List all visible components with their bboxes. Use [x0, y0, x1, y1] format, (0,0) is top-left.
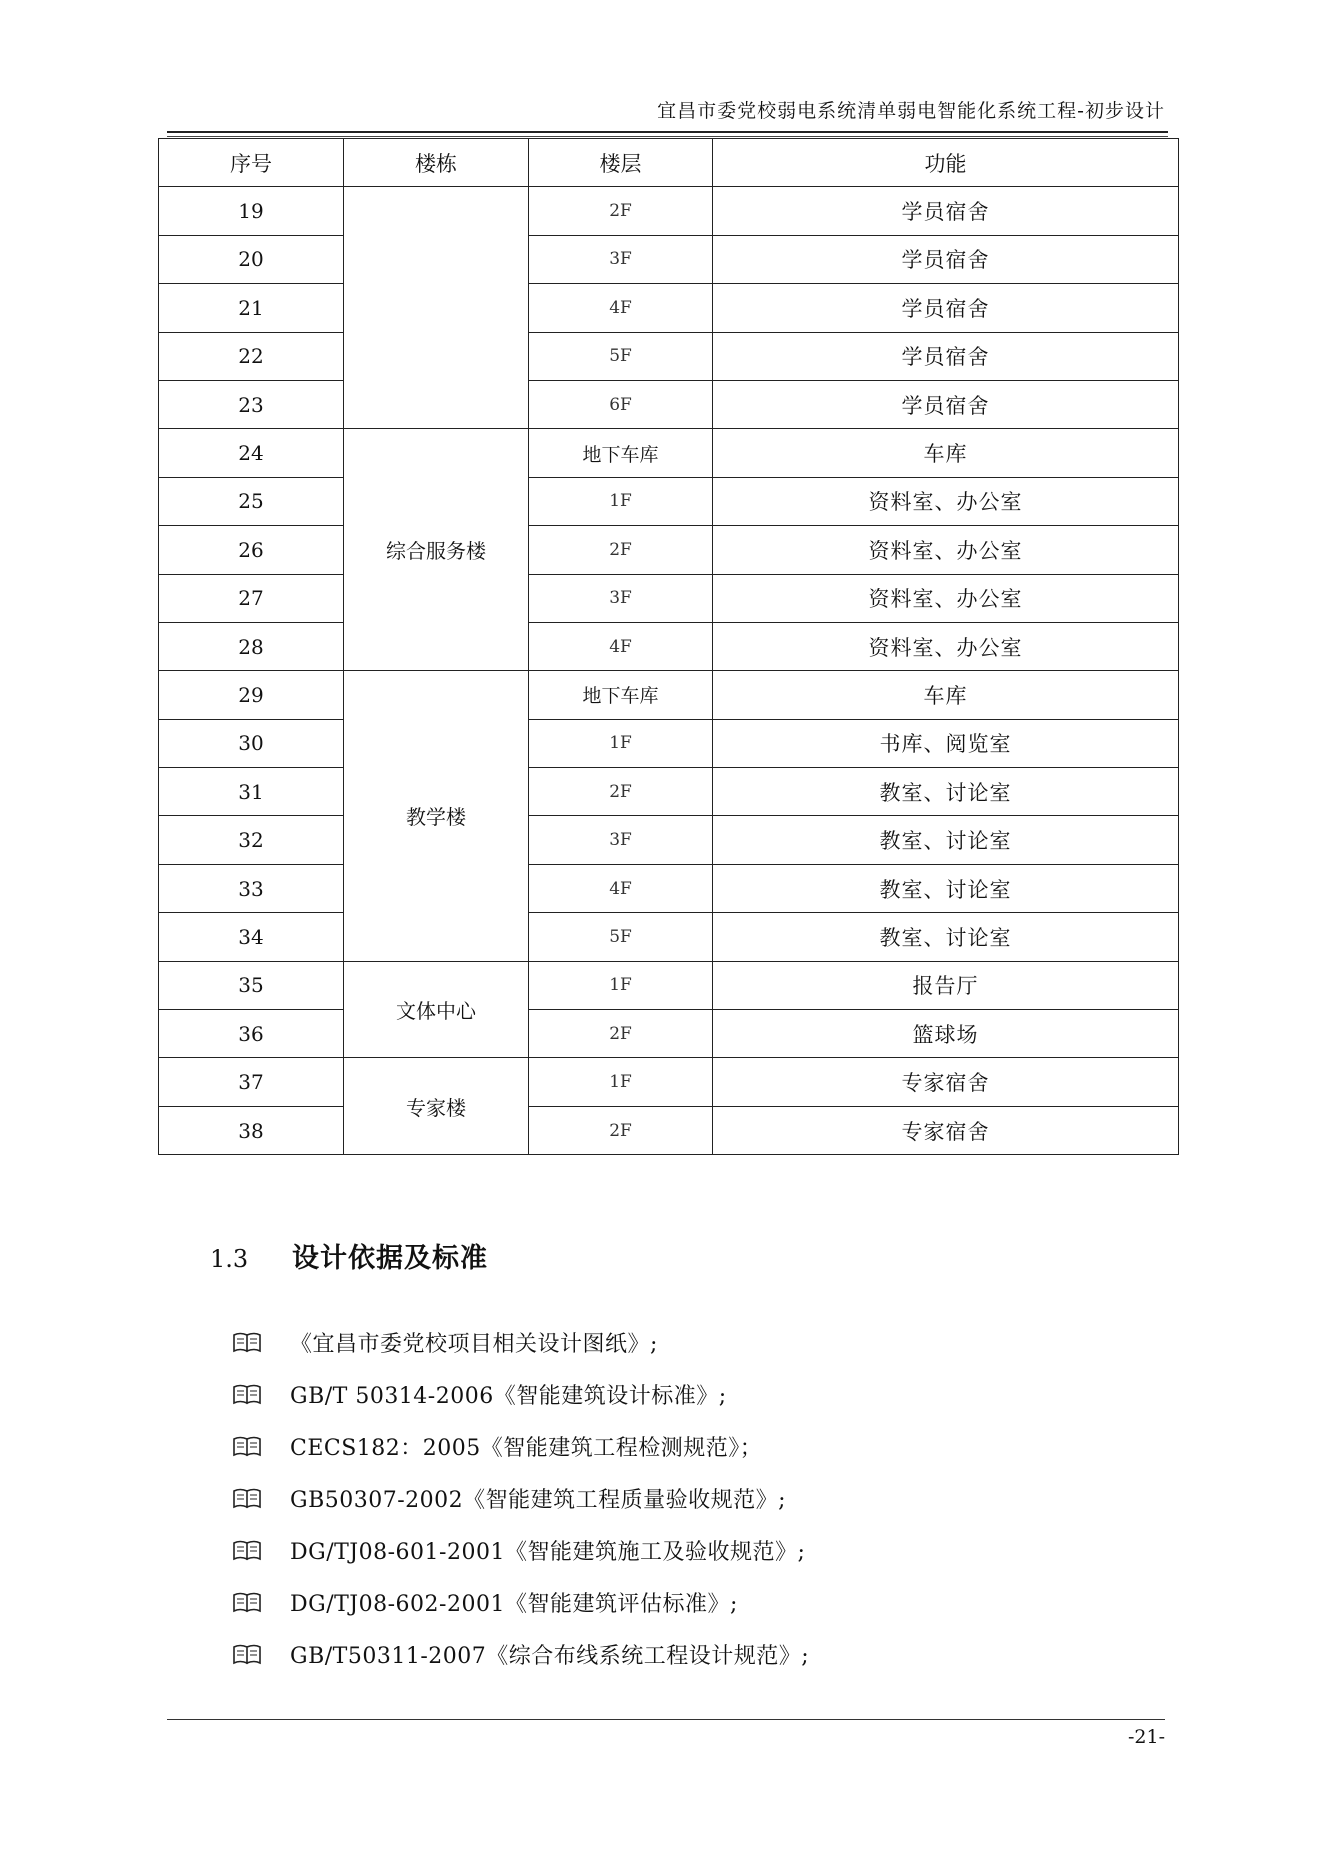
column-header-building: 楼栋: [344, 139, 529, 187]
cell-seq: 26: [159, 526, 344, 574]
cell-function: 学员宿舍: [713, 187, 1179, 235]
cell-floor: 4F: [529, 864, 713, 912]
cell-floor: 4F: [529, 622, 713, 670]
cell-seq: 24: [159, 429, 344, 477]
cell-floor: 2F: [529, 187, 713, 235]
table-row: [159, 768, 1179, 816]
cell-floor: 1F: [529, 719, 713, 767]
cell-building: 综合服务楼: [344, 429, 529, 671]
cell-function: 资料室、办公室: [713, 622, 1179, 670]
cell-function: 学员宿舍: [713, 235, 1179, 283]
table-row: [159, 1010, 1179, 1058]
cell-seq: 37: [159, 1058, 344, 1106]
table-row: [159, 235, 1179, 283]
table-header-row: [159, 139, 1179, 187]
cell-function: 教室、讨论室: [713, 816, 1179, 864]
book-icon: [232, 1435, 262, 1457]
cell-seq: 27: [159, 574, 344, 622]
cell-function: 车库: [713, 671, 1179, 719]
table-row: [159, 961, 1179, 1009]
footer-rule: [167, 1719, 1165, 1720]
table-row: [159, 526, 1179, 574]
cell-floor: 5F: [529, 913, 713, 961]
list-item: [232, 1576, 809, 1628]
table-row: [159, 622, 1179, 670]
list-item: [232, 1524, 809, 1576]
cell-floor: 5F: [529, 332, 713, 380]
table-row: [159, 671, 1179, 719]
list-item: [232, 1368, 809, 1420]
cell-seq: 23: [159, 380, 344, 428]
cell-floor: 3F: [529, 574, 713, 622]
cell-floor: 1F: [529, 961, 713, 1009]
cell-floor: 2F: [529, 1106, 713, 1154]
table-row: [159, 187, 1179, 235]
table-row: [159, 574, 1179, 622]
cell-floor: 2F: [529, 526, 713, 574]
cell-floor: 1F: [529, 1058, 713, 1106]
cell-function: 教室、讨论室: [713, 768, 1179, 816]
table-row: [159, 719, 1179, 767]
standard-text: 《宜昌市委党校项目相关设计图纸》;: [290, 1331, 658, 1357]
cell-building: [344, 187, 529, 429]
column-header-seq: 序号: [159, 139, 344, 187]
cell-floor: 3F: [529, 816, 713, 864]
cell-seq: 22: [159, 332, 344, 380]
cell-function: 学员宿舍: [713, 332, 1179, 380]
cell-function: 资料室、办公室: [713, 574, 1179, 622]
table-row: [159, 864, 1179, 912]
cell-floor: 2F: [529, 768, 713, 816]
cell-function: 学员宿舍: [713, 284, 1179, 332]
section-number: 1.3: [210, 1245, 249, 1273]
table-row: [159, 1058, 1179, 1106]
header-rule: [167, 131, 1168, 133]
cell-seq: 36: [159, 1010, 344, 1058]
cell-floor: 3F: [529, 235, 713, 283]
section-heading: [210, 1236, 488, 1275]
cell-function: 专家宿舍: [713, 1106, 1179, 1154]
book-icon: [232, 1487, 262, 1509]
list-item: [232, 1316, 809, 1368]
standards-list: [232, 1316, 809, 1680]
header-rule-thin: [167, 136, 1168, 137]
list-item: [232, 1628, 809, 1680]
cell-seq: 20: [159, 235, 344, 283]
cell-seq: 38: [159, 1106, 344, 1154]
column-header-function: 功能: [713, 139, 1179, 187]
standard-text: GB/T 50314-2006《智能建筑设计标准》;: [290, 1383, 727, 1409]
table-row: [159, 429, 1179, 477]
book-icon: [232, 1331, 262, 1353]
cell-seq: 19: [159, 187, 344, 235]
cell-function: 车库: [713, 429, 1179, 477]
cell-seq: 34: [159, 913, 344, 961]
cell-function: 报告厅: [713, 961, 1179, 1009]
cell-seq: 29: [159, 671, 344, 719]
cell-function: 教室、讨论室: [713, 913, 1179, 961]
table-row: [159, 380, 1179, 428]
cell-function: 学员宿舍: [713, 380, 1179, 428]
cell-seq: 31: [159, 768, 344, 816]
book-icon: [232, 1643, 262, 1665]
cell-function: 资料室、办公室: [713, 526, 1179, 574]
standard-text: CECS182：2005《智能建筑工程检测规范》；: [290, 1435, 763, 1461]
cell-floor: 地下车库: [529, 429, 713, 477]
cell-seq: 28: [159, 622, 344, 670]
cell-floor: 1F: [529, 477, 713, 525]
book-icon: [232, 1539, 262, 1561]
standard-text: GB/T50311-2007《综合布线系统工程设计规范》;: [290, 1643, 810, 1669]
cell-building: 教学楼: [344, 671, 529, 961]
document-header-title: 宜昌市委党校弱电系统清单弱电智能化系统工程-初步设计: [657, 100, 1165, 122]
cell-function: 专家宿舍: [713, 1058, 1179, 1106]
cell-building: 文体中心: [344, 961, 529, 1058]
standard-text: GB50307-2002《智能建筑工程质量验收规范》;: [290, 1487, 787, 1513]
cell-function: 篮球场: [713, 1010, 1179, 1058]
standard-text: DG/TJ08-601-2001《智能建筑施工及验收规范》;: [290, 1539, 806, 1565]
column-header-floor: 楼层: [529, 139, 713, 187]
building-floor-table: [158, 138, 1179, 1155]
cell-function: 资料室、办公室: [713, 477, 1179, 525]
book-icon: [232, 1591, 262, 1613]
cell-floor: 4F: [529, 284, 713, 332]
cell-seq: 35: [159, 961, 344, 1009]
standard-text: DG/TJ08-602-2001《智能建筑评估标准》;: [290, 1591, 738, 1617]
cell-floor: 2F: [529, 1010, 713, 1058]
cell-seq: 30: [159, 719, 344, 767]
cell-seq: 21: [159, 284, 344, 332]
cell-seq: 25: [159, 477, 344, 525]
list-item: [232, 1420, 809, 1472]
book-icon: [232, 1383, 262, 1405]
cell-building: 专家楼: [344, 1058, 529, 1155]
page-number: -21-: [1127, 1726, 1165, 1748]
table-row: [159, 332, 1179, 380]
table-body: [159, 187, 1179, 1155]
table-row: [159, 1106, 1179, 1154]
cell-seq: 33: [159, 864, 344, 912]
table-row: [159, 816, 1179, 864]
cell-floor: 地下车库: [529, 671, 713, 719]
cell-floor: 6F: [529, 380, 713, 428]
table-row: [159, 477, 1179, 525]
cell-function: 书库、阅览室: [713, 719, 1179, 767]
cell-seq: 32: [159, 816, 344, 864]
table-row: [159, 284, 1179, 332]
section-title: 设计依据及标准: [292, 1243, 488, 1274]
list-item: [232, 1472, 809, 1524]
cell-function: 教室、讨论室: [713, 864, 1179, 912]
table-row: [159, 913, 1179, 961]
